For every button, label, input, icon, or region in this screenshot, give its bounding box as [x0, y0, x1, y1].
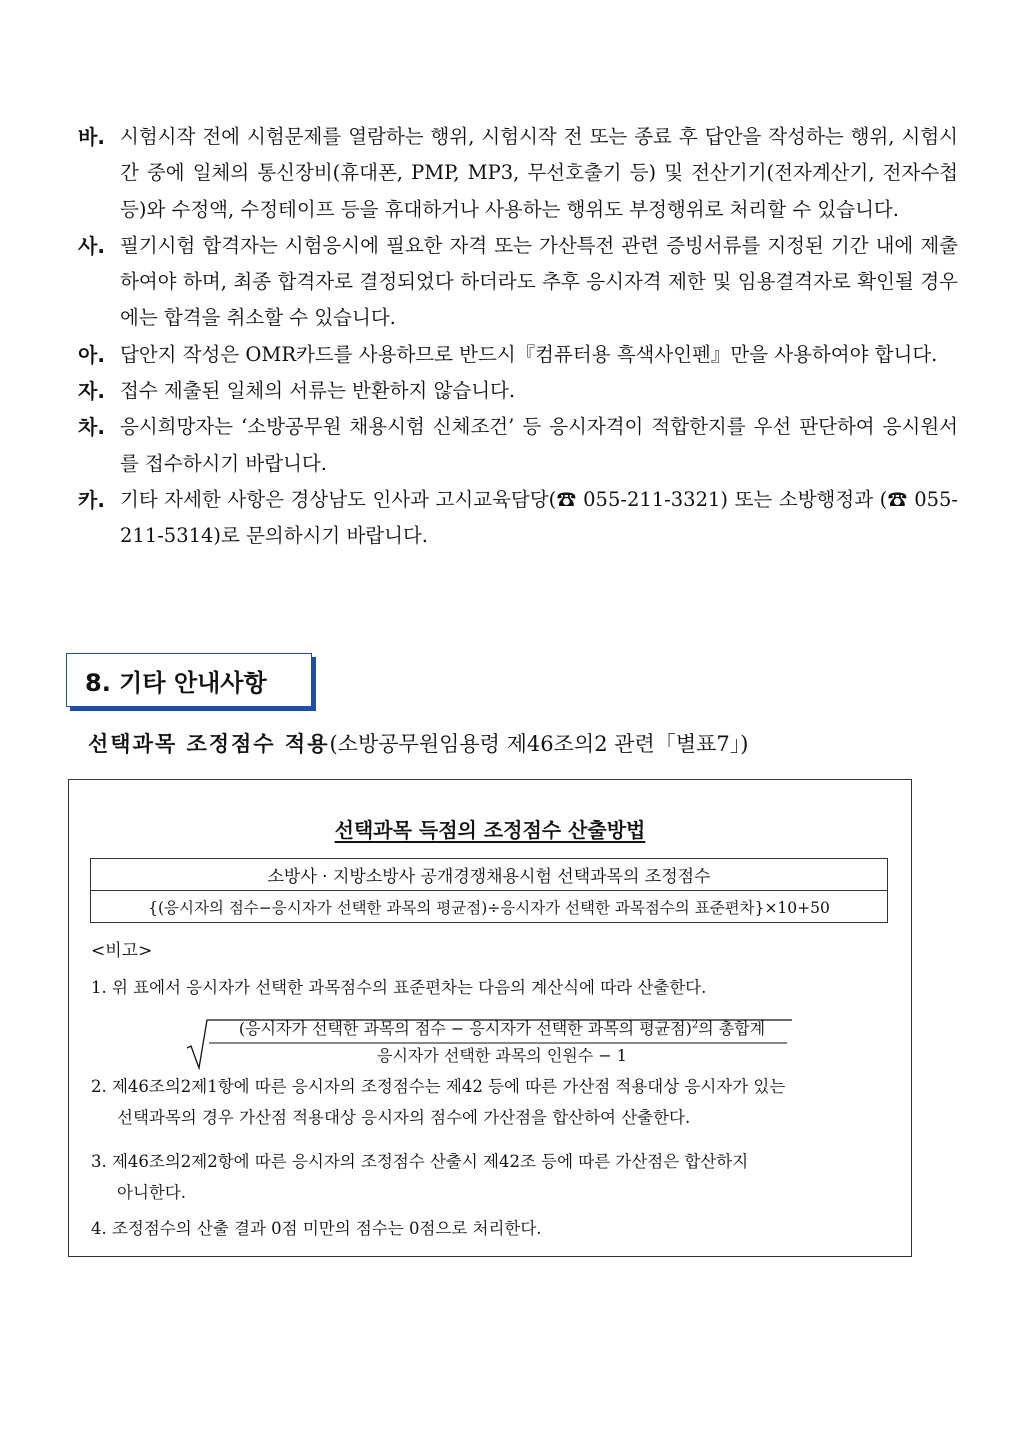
notes-label: <비고>	[91, 941, 153, 961]
notice-item	[78, 409, 958, 482]
numerator-suffix: 의 총합계	[698, 1019, 766, 1038]
note-2-line-2: 선택과목의 경우 가산점 적용대상 응시자의 점수에 가산점을 합산하여 산출한다.	[117, 1108, 691, 1127]
item-text: 응시희망자는 ‘소방공무원 채용시험 신체조건’ 등 응시자격이 적합한지를 우선 판단하여 응시원서를 접수하시기 바랍니다.	[120, 415, 958, 475]
section-title: 8. 기타 안내사항	[85, 669, 267, 697]
note-2-line-1: 2. 제46조의2제1항에 따른 응시자의 조정점수는 제42 등에 따른 가산점 적용대상 응시자가 있는	[91, 1077, 786, 1096]
table-header-cell: 소방사 · 지방소방사 공개경쟁채용시험 선택과목의 조정점수	[91, 859, 888, 891]
numerator-text: (응시자가 선택한 과목의 점수 − 응시자가 선택한 과목의 평균점)	[238, 1019, 692, 1038]
panel-title: 선택과목 득점의 조정점수 산출방법	[334, 818, 646, 842]
item-marker: 사.	[78, 233, 105, 258]
table-row	[91, 891, 888, 923]
note-2	[91, 1071, 891, 1133]
notice-item	[78, 119, 958, 228]
subheading-rest: (소방공무원임용령 제46조의2 관련「별표7」)	[329, 732, 749, 756]
note-1: 1. 위 표에서 응시자가 선택한 과목점수의 표준편차는 다음의 계산식에 따라 산출한다.	[91, 978, 707, 997]
notice-list	[78, 119, 958, 555]
std-dev-formula	[187, 1016, 797, 1066]
item-marker: 바.	[78, 125, 105, 149]
notice-item	[78, 482, 958, 555]
table-formula-cell: {(응시자의 점수−응시자가 선택한 과목의 평균점)÷응시자가 선택한 과목점수의 표준편차}×10+50	[91, 891, 888, 923]
section-heading-box	[66, 653, 312, 707]
item-marker: 카.	[78, 487, 105, 512]
subheading-bold: 선택과목 조정점수 적용	[88, 732, 330, 756]
item-marker: 자.	[78, 379, 105, 404]
fraction-denominator: 응시자가 선택한 과목의 인원수 − 1	[377, 1046, 627, 1065]
item-text: 답안지 작성은 OMR카드를 사용하므로 반드시『컴퓨터용 흑색사인펜』만을 사용하여야 합니다.	[120, 342, 938, 366]
note-4: 4. 조정점수의 산출 결과 0점 미만의 점수는 0점으로 처리한다.	[91, 1219, 542, 1238]
item-text: 기타 자세한 사항은 경상남도 인사과 고시교육담당(☎ 055-211-3321) 또는 소방행정과 (☎ 055-211-5314)로 문의하시기 바랍니다.	[120, 487, 958, 548]
item-text: 시험시작 전에 시험문제를 열람하는 행위, 시험시작 전 또는 종료 후 답안을 작성하는 행위, 시험시간 중에 일체의 통신장비(휴대폰, PMP, MP3, 무선호출기 등) 및 전산기기(전자계산기, 전자수첩 등)와 수정액, 수정테이프 등을 휴대하거나 사용하는 행위도 부정행위로 처리할 수 있습니다.	[120, 125, 958, 221]
notice-item	[78, 228, 958, 337]
notice-item	[78, 337, 958, 373]
note-3	[91, 1146, 891, 1208]
item-text: 필기시험 합격자는 시험응시에 필요한 자격 또는 가산특전 관련 증빙서류를 지정된 기간 내에 제출하여야 하며, 최종 합격자로 결정되었다 하더라도 추후 응시자격 제한 및 임용결격자로 확인될 경우에는 합격을 취소할 수 있습니다.	[120, 233, 958, 330]
item-marker: 아.	[78, 342, 105, 367]
table-row	[91, 859, 888, 891]
item-marker: 차.	[78, 415, 105, 440]
adjusted-score-panel	[68, 779, 912, 1257]
subheading	[88, 728, 748, 758]
note-3-line-2: 아니한다.	[117, 1183, 187, 1202]
formula-table	[90, 858, 888, 923]
fraction-numerator	[207, 1016, 797, 1039]
notice-item	[78, 373, 958, 409]
note-3-line-1: 3. 제46조의2제2항에 따른 응시자의 조정점수 산출시 제42조 등에 따른 가산점은 합산하지	[91, 1152, 749, 1171]
item-text: 접수 제출된 일체의 서류는 반환하지 않습니다.	[120, 379, 516, 403]
numerator-exponent: 2	[691, 1019, 699, 1031]
